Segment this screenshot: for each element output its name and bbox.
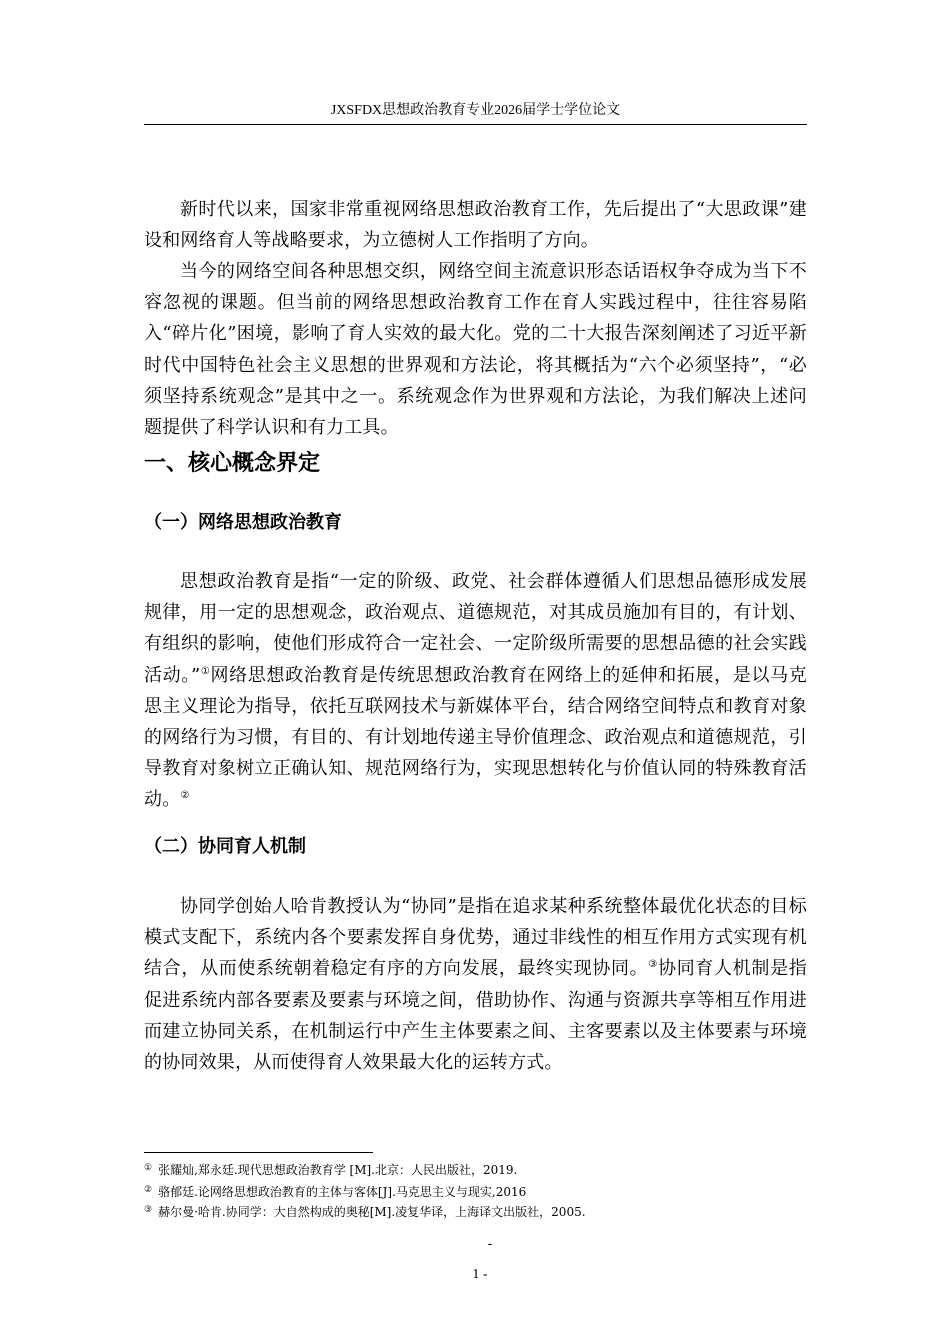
footer-dash: - <box>487 1236 493 1252</box>
section-heading-core-concepts: 一、核心概念界定 <box>144 451 321 476</box>
paragraph-text: 协同学创始人哈肯教授认为“协同”是指在追求某种系统整体最优化状态的目标模式支配下，系统内各个要素发挥自身优势，通过非线性的相互作用方式实现有机结合，从而使系统朝着稳定有序的方向发展，最终实现协同。 <box>144 896 807 980</box>
footnote-1 <box>144 1162 807 1178</box>
footnote-text: 张耀灿,郑永廷.现代思想政治教育学 [M].北京：人民出版社，2019. <box>158 1163 518 1177</box>
intro-paragraph-1: 新时代以来，国家非常重视网络思想政治教育工作，先后提出了“大思政课”建设和网络育人等战略要求，为立德树人工作指明了方向。 <box>144 199 807 252</box>
footnote-ref-2[interactable]: ② <box>180 790 190 802</box>
footnote-separator <box>144 1152 373 1153</box>
footnote-ref-3[interactable]: ③ <box>648 959 659 971</box>
footnote-text: 赫尔曼·哈肯.协同学：大自然构成的奥秘[M].凌复华译，上海译文出版社，2005. <box>158 1205 586 1219</box>
paragraph-text: 思想政治教育是指“一定的阶级、政党、社会群体遵循人们思想品德形成发展规律，用一定的思想观念，政治观点、道德规范，对其成员施加有目的，有计划、有组织的影响，使他们形成符合一定社会、一定阶级所需要的思想品德的社会实践活动。” <box>144 571 807 686</box>
footnote-2 <box>144 1184 807 1200</box>
subsection-heading-network-ideological-education: （一）网络思想政治教育 <box>144 512 342 533</box>
paragraph-text: 协同育人机制是指促进系统内部各要素及要素与环境之间，借助协作、沟通与资源共享等相互作用进而建立协同关系，在机制运行中产生主体要素之间、主客要素以及主体要素与环境的协同效果，从而使得育人效果最大化的运转方式。 <box>144 958 807 1074</box>
intro-paragraph-2: 当今的网络空间各种思想交织，网络空间主流意识形态话语权争夺成为当下不容忽视的课题。但当前的网络思想政治教育工作在育人实践过程中，往往容易陷入“碎片化”困境，影响了育人实效的最大化。党的二十大报告深刻阐述了习近平新时代中国特色社会主义思想的世界观和方法论，将其概括为“六个必须坚持”，“必须坚持系统观念”是其中之一。系统观念作为世界观和方法论，为我们解决上述问题提供了科学认识和有力工具。 <box>144 261 807 439</box>
page-number: 1 - <box>472 1267 488 1282</box>
paragraph-text: 网络思想政治教育是传统思想政治教育在网络上的延伸和拓展，是以马克思主义理论为指导，依托互联网技术与新媒体平台，结合网络空间特点和教育对象的网络行为习惯，有目的、有计划地传递主导价值理念、政治观点和道德规范，引导教育对象树立正确认知、规范网络行为，实现思想转化与价值认同的特殊教育活动。 <box>144 664 807 811</box>
footnote-text: 骆郁廷.论网络思想政治教育的主体与客体[J].马克思主义与现实,2016 <box>158 1185 527 1199</box>
footnote-3 <box>144 1204 807 1220</box>
header-rule <box>144 124 807 125</box>
paragraph-collaborative-education <box>144 891 807 1078</box>
running-header: JXSFDX思想政治教育专业2026届学士学位论文 <box>330 103 621 118</box>
footnote-mark: ③ <box>144 1205 153 1215</box>
paragraph-network-ideological-education <box>144 566 807 816</box>
subsection-heading-collaborative-education: （二）协同育人机制 <box>144 836 306 857</box>
footnote-mark: ① <box>144 1163 153 1173</box>
footnote-ref-1[interactable]: ① <box>200 665 211 677</box>
footnote-mark: ② <box>144 1185 153 1195</box>
